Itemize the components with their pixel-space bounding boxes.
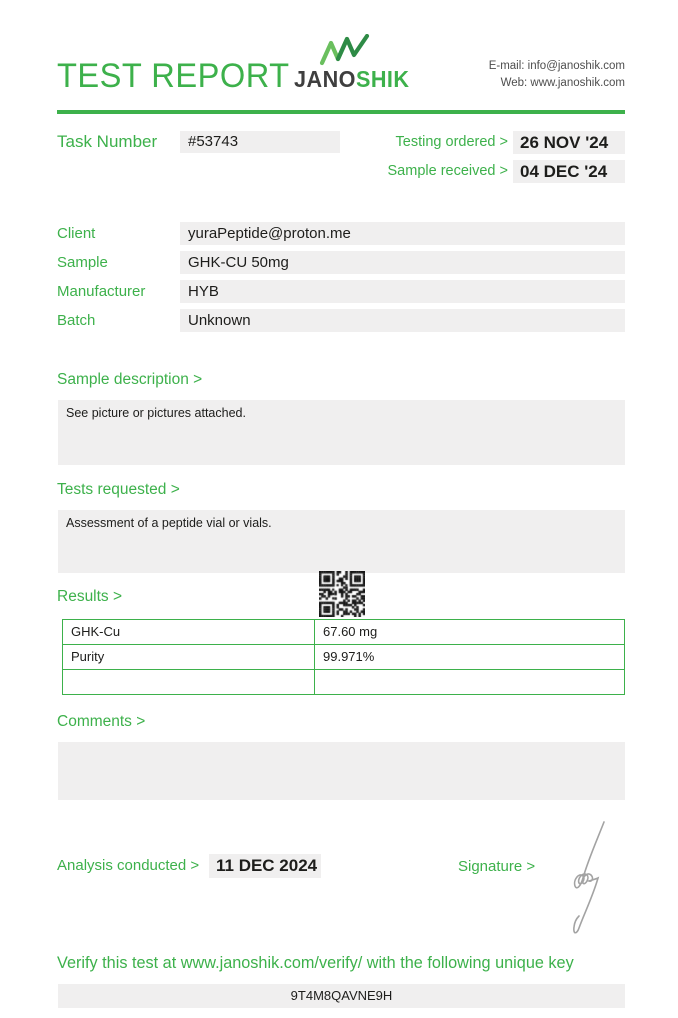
sample-label: Sample: [57, 254, 108, 271]
results-table: [62, 619, 625, 695]
unique-key-value: 9T4M8QAVNE9H: [58, 984, 625, 1008]
analysis-date-value: 11 DEC 2024: [209, 854, 321, 878]
result-name: GHK-Cu: [63, 620, 315, 644]
signature-label: Signature >: [458, 858, 536, 875]
tests-requested-heading: Tests requested >: [57, 481, 180, 498]
sample-received-value: 04 DEC '24: [513, 160, 625, 183]
verify-instruction: Verify this test at www.janoshik.com/verify/ with the following unique key: [57, 954, 574, 972]
analysis-conducted-label: Analysis conducted >: [57, 857, 200, 874]
client-label: Client: [57, 225, 96, 242]
testing-ordered-value: 26 NOV '24: [513, 131, 625, 154]
task-number-value: #53743: [180, 131, 340, 153]
result-name: Purity: [63, 644, 315, 669]
comments-text: [58, 742, 625, 800]
sample-info-list: [57, 222, 625, 332]
sample-description-heading: Sample description >: [57, 371, 203, 388]
info-row-manufacturer: [57, 280, 625, 303]
result-name: [63, 669, 315, 694]
manufacturer-value: HYB: [180, 280, 625, 303]
contact-email: E-mail: info@janoshik.com: [488, 60, 625, 72]
contact-info: [345, 58, 625, 92]
testing-ordered-label: Testing ordered >: [395, 134, 508, 150]
results-heading: Results >: [57, 588, 123, 605]
result-value: [315, 669, 624, 694]
page-title: TEST REPORT: [57, 57, 290, 95]
batch-label: Batch: [57, 312, 96, 329]
info-row-client: [57, 222, 625, 245]
task-number-label: Task Number: [57, 132, 158, 151]
result-value: 67.60 mg: [323, 624, 378, 639]
sample-value: GHK-CU 50mg: [180, 251, 625, 274]
logo-text-dark: JANO: [294, 66, 356, 92]
sample-received-label: Sample received >: [387, 163, 508, 179]
info-row-batch: [57, 309, 625, 332]
logo-text-green: SHIK: [355, 66, 410, 92]
result-value: 99.971%: [315, 644, 624, 669]
sample-description-text: See picture or pictures attached.: [58, 400, 625, 465]
manufacturer-label: Manufacturer: [57, 283, 146, 300]
info-row-sample: [57, 251, 625, 274]
tests-requested-text: Assessment of a peptide vial or vials.: [58, 510, 625, 573]
header-divider: [57, 110, 625, 114]
qr-code: [319, 571, 365, 617]
contact-web: Web: www.janoshik.com: [500, 77, 625, 89]
batch-value: Unknown: [180, 309, 625, 332]
signature-image: [552, 818, 622, 940]
client-value: yuraPeptide@proton.me: [180, 222, 625, 245]
comments-heading: Comments >: [57, 713, 146, 730]
